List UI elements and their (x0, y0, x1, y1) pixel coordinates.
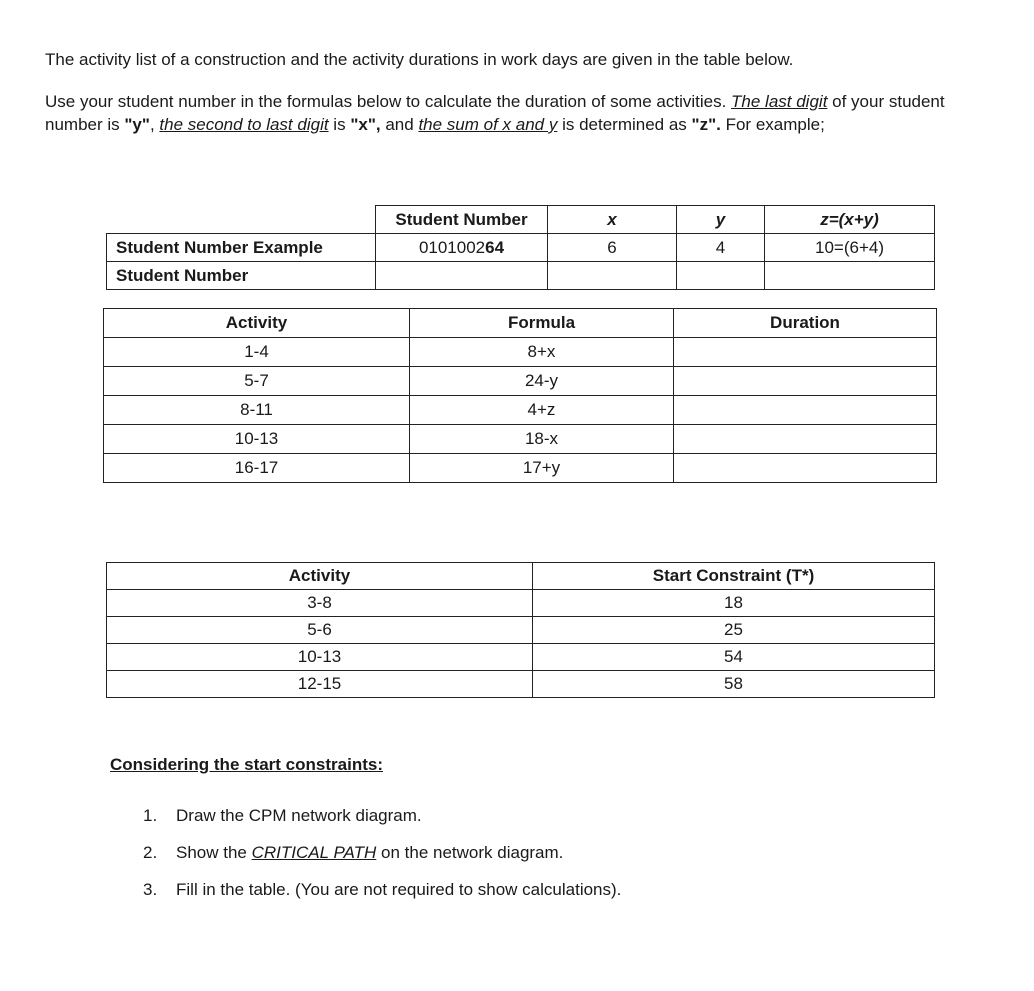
table-row (104, 454, 937, 483)
list-item (143, 842, 621, 879)
activity-cell: 10-13 (104, 425, 410, 454)
own-x-cell[interactable] (548, 262, 677, 290)
table-row (107, 590, 935, 617)
list-number: 2. (143, 843, 158, 862)
task-text: Draw the CPM network diagram. (176, 806, 422, 825)
intro-paragraph-2 (45, 90, 1000, 136)
table-row (107, 671, 935, 698)
own-y-cell[interactable] (677, 262, 765, 290)
sum-phrase: the sum of x and y (418, 115, 558, 134)
formula-table-header-row (104, 309, 937, 338)
intro-text: Use your student number in the formulas below to calculate the duration of some activities. (45, 92, 732, 111)
activity-cell: 5-7 (104, 367, 410, 396)
constraint-cell: 58 (533, 671, 935, 698)
activity-header: Activity (107, 563, 533, 590)
activity-cell: 3-8 (107, 590, 533, 617)
intro-text: of your student number is (45, 92, 945, 134)
formula-cell: 17+y (410, 454, 674, 483)
z-symbol: "z". (691, 115, 721, 134)
intro-text: , (149, 115, 160, 134)
list-item (143, 879, 621, 916)
start-constraint-table (106, 562, 935, 698)
constraint-cell: 54 (533, 644, 935, 671)
own-z-cell[interactable] (765, 262, 935, 290)
example-number-last-digits: 64 (485, 237, 505, 257)
table-row (104, 396, 937, 425)
own-row-label: Student Number (107, 262, 376, 290)
duration-cell[interactable] (674, 396, 937, 425)
intro-text: and (380, 115, 419, 134)
example-row-label: Student Number Example (107, 234, 376, 262)
table-row (104, 367, 937, 396)
example-student-number (376, 234, 548, 262)
example-y-value: 4 (677, 234, 765, 262)
formula-table (103, 308, 937, 483)
y-symbol: "y" (124, 115, 150, 134)
own-student-number-cell[interactable] (376, 262, 548, 290)
x-header: x (548, 206, 677, 234)
activity-cell: 8-11 (104, 396, 410, 425)
table-row (104, 338, 937, 367)
student-number-header: Student Number (376, 206, 548, 234)
start-constraint-header: Start Constraint (T*) (533, 563, 935, 590)
duration-cell[interactable] (674, 425, 937, 454)
constraint-cell: 25 (533, 617, 935, 644)
second-to-last-digit-phrase: the second to last digit (159, 115, 329, 134)
activity-cell: 5-6 (107, 617, 533, 644)
constraint-cell: 18 (533, 590, 935, 617)
intro-text: For example; (720, 115, 825, 134)
table-row (104, 425, 937, 454)
example-number-prefix: 0101002 (418, 237, 486, 257)
z-header: z=(x+y) (765, 206, 935, 234)
table-row (107, 617, 935, 644)
intro-text: is determined as (557, 115, 692, 134)
intro-line-1: The activity list of a construction and the activity durations in work days are given in the table below. (45, 50, 794, 69)
activity-cell: 12-15 (107, 671, 533, 698)
empty-corner-cell (107, 206, 376, 234)
task-text: Fill in the table. (You are not required to show calculations). (176, 880, 622, 899)
own-student-number-row (107, 262, 935, 290)
student-table-header-row (107, 206, 935, 234)
list-item (143, 805, 621, 842)
task-list (143, 805, 621, 916)
example-x-value: 6 (548, 234, 677, 262)
y-header: y (677, 206, 765, 234)
duration-header: Duration (674, 309, 937, 338)
formula-cell: 24-y (410, 367, 674, 396)
formula-cell: 18-x (410, 425, 674, 454)
table-row (107, 644, 935, 671)
duration-cell[interactable] (674, 367, 937, 396)
duration-cell[interactable] (674, 338, 937, 367)
activity-cell: 10-13 (107, 644, 533, 671)
list-number: 3. (143, 880, 158, 899)
list-number: 1. (143, 806, 158, 825)
task-text: on the network diagram. (376, 843, 564, 862)
duration-cell[interactable] (674, 454, 937, 483)
example-z-value: 10=(6+4) (765, 234, 935, 262)
activity-cell: 16-17 (104, 454, 410, 483)
formula-cell: 4+z (410, 396, 674, 425)
last-digit-phrase: The last digit (731, 92, 828, 111)
x-symbol: "x", (350, 115, 381, 134)
student-number-table (106, 205, 935, 290)
student-number-example-row (107, 234, 935, 262)
activity-header: Activity (104, 309, 410, 338)
formula-cell: 8+x (410, 338, 674, 367)
section-heading: Considering the start constraints: (110, 755, 383, 774)
task-text: Show the (176, 843, 252, 862)
formula-header: Formula (410, 309, 674, 338)
constraint-table-header-row (107, 563, 935, 590)
critical-path-emphasis: CRITICAL PATH (251, 843, 377, 862)
intro-text: is (328, 115, 351, 134)
activity-cell: 1-4 (104, 338, 410, 367)
